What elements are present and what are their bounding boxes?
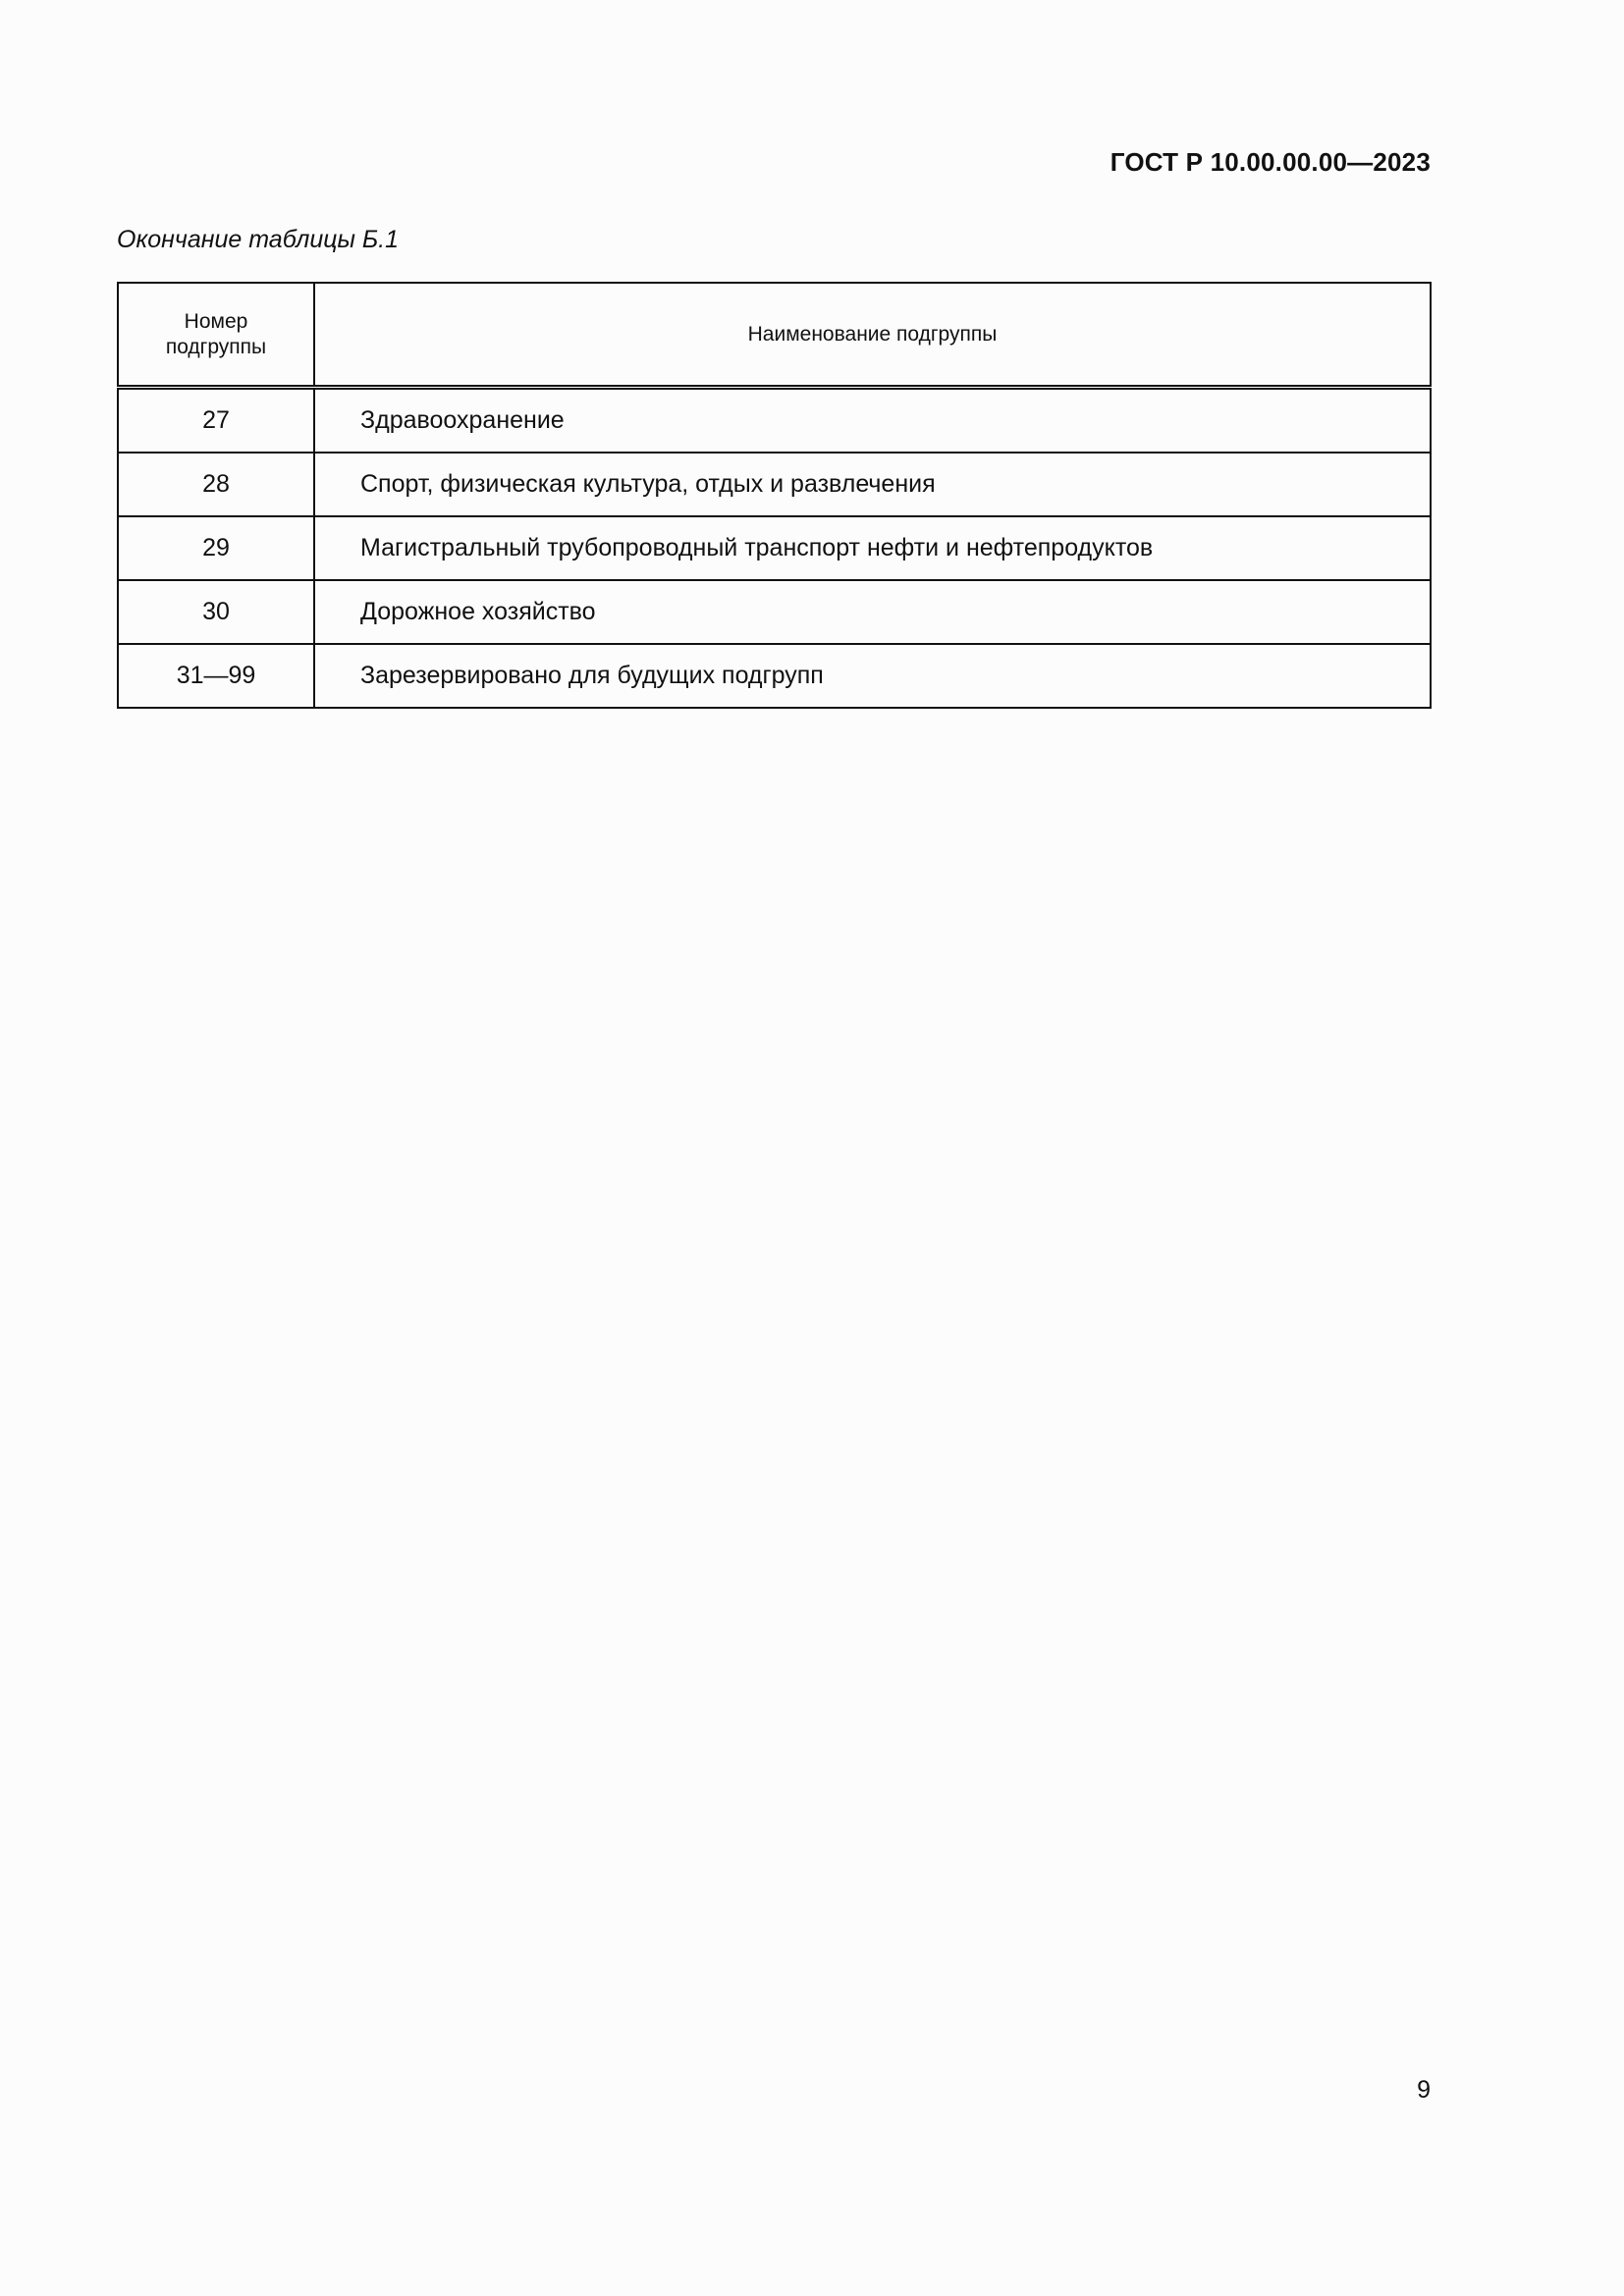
table-row — [118, 580, 1431, 644]
table-row — [118, 388, 1431, 454]
column-header-name: Наименование подгруппы — [314, 283, 1431, 388]
subgroup-name: Здравоохранение — [314, 388, 1431, 454]
subgroup-number: 28 — [118, 453, 314, 516]
table-row — [118, 644, 1431, 708]
subgroup-number: 27 — [118, 388, 314, 454]
subgroup-number: 29 — [118, 516, 314, 580]
subgroup-name: Зарезервировано для будущих подгрупп — [314, 644, 1431, 708]
document-code: ГОСТ Р 10.00.00.00—2023 — [1110, 147, 1431, 177]
subgroups-table — [117, 282, 1432, 709]
column-header-number: Номер подгруппы — [118, 283, 314, 388]
table-caption: Окончание таблицы Б.1 — [117, 226, 399, 253]
page-number: 9 — [1417, 2076, 1431, 2104]
subgroup-name: Спорт, физическая культура, отдых и развлечения — [314, 453, 1431, 516]
subgroup-number: 30 — [118, 580, 314, 644]
table-row — [118, 453, 1431, 516]
table-row — [118, 516, 1431, 580]
table-header-row — [118, 283, 1431, 388]
subgroup-name: Дорожное хозяйство — [314, 580, 1431, 644]
subgroup-name: Магистральный трубопроводный транспорт нефти и нефтепродуктов — [314, 516, 1431, 580]
subgroup-number: 31—99 — [118, 644, 314, 708]
